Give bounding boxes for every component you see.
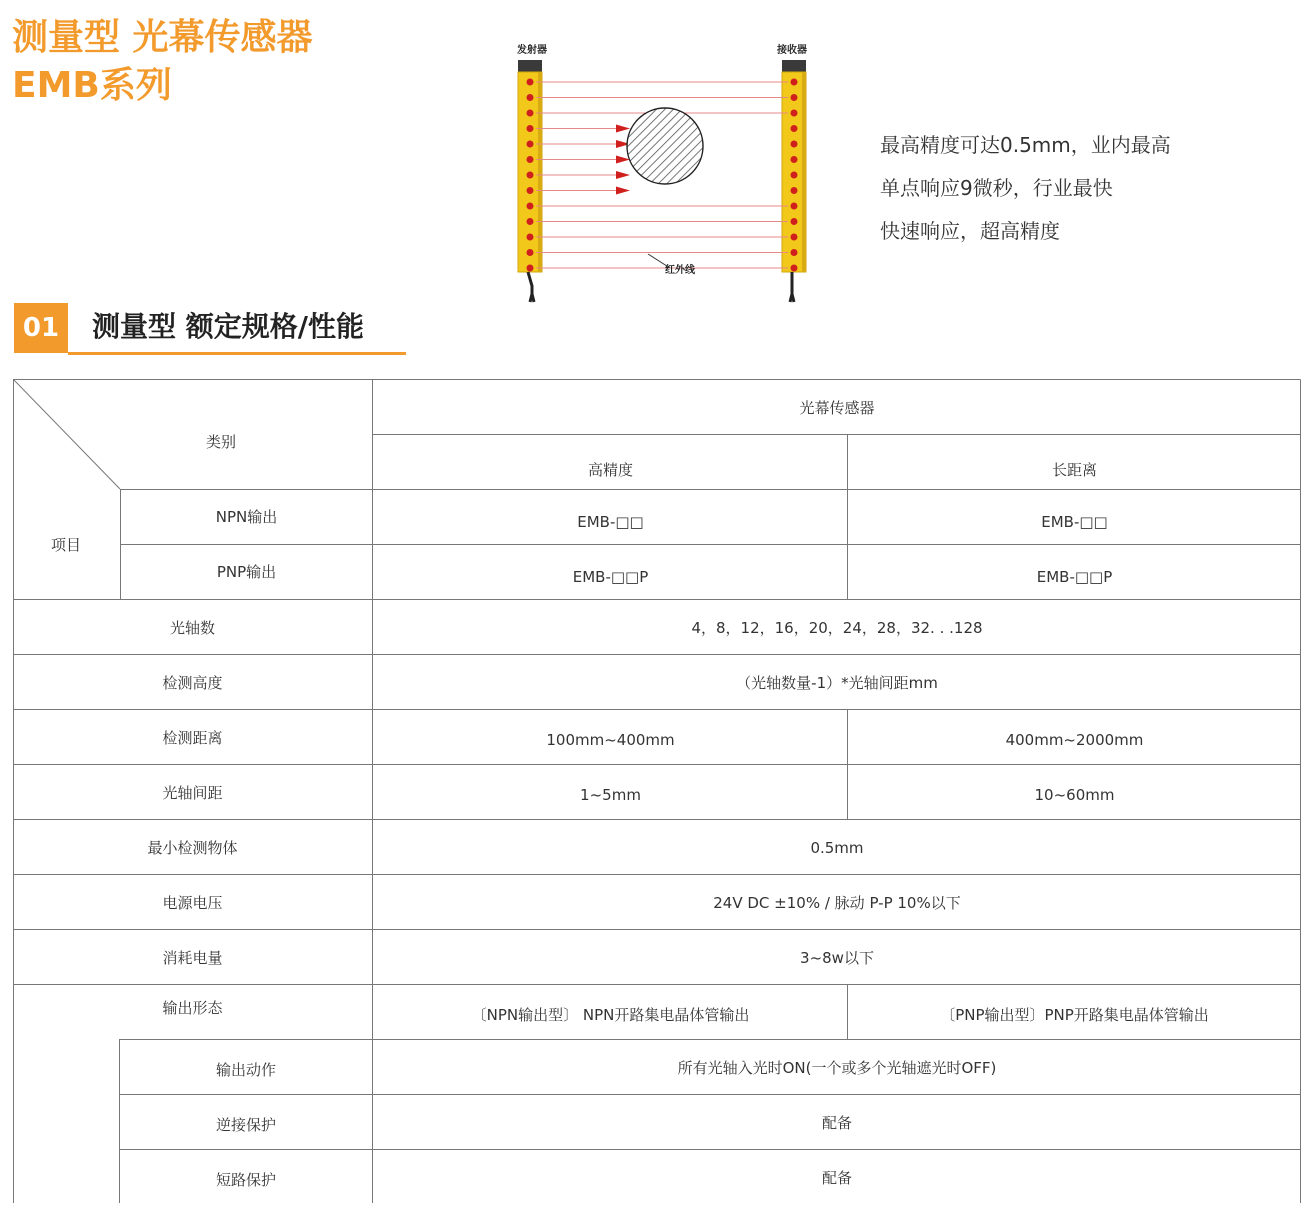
voltage-label: 电源电压 [162,894,223,912]
sensor-led [527,265,534,272]
sensor-led [791,156,798,163]
reverse-protection-label: 逆接保护 [215,1116,276,1134]
section-underline [68,352,406,355]
feature-item: 最高精度可达0.5mm，业内最高 [880,133,1171,157]
sensor-led [527,156,534,163]
output-form-pnp-value: 〔PNP输出型〕PNP开路集电晶体管输出 [940,1006,1209,1024]
sensor-led [527,234,534,241]
light-curtain-diagram [500,36,830,306]
page-subtitle: EMB系列 [12,65,172,106]
emitter-label: 发射器 [517,45,547,56]
sensor-led [791,141,798,148]
sensor-led [791,265,798,272]
power-label: 消耗电量 [162,949,223,967]
pnp-long-model: EMB-□□P [1036,567,1113,586]
beam-arrow [616,187,630,195]
sensor-led [527,187,534,194]
diagonal-header-line [13,379,120,489]
voltage-value: 24V DC ±10% / 脉动 P-P 10%以下 [713,894,961,912]
sensor-led [527,79,534,86]
infrared-label: 红外线 [665,265,695,276]
sensor-led [791,218,798,225]
axis-count-label: 光轴数 [169,619,215,637]
col-header-long-distance: 长距离 [1051,460,1097,479]
beam-arrow [616,125,630,133]
spec-table [13,379,1301,1203]
pitch-long-value: 10~60mm [1034,785,1115,804]
output-action-label: 输出动作 [215,1061,276,1079]
sensor-led [527,125,534,132]
pnp-high-model: EMB-□□P [572,567,649,586]
short-protection-value: 配备 [821,1169,852,1187]
sensor-led [527,249,534,256]
reverse-protection-value: 配备 [821,1114,852,1132]
height-label: 检测高度 [162,674,223,692]
section-header [14,303,406,357]
feature-list [880,124,1171,253]
sensor-led [791,249,798,256]
sensor-led [791,234,798,241]
sensor-led [527,141,534,148]
distance-long-value: 400mm~2000mm [1005,730,1144,749]
section-number: 01 [14,303,68,353]
category-header: 类别 [205,432,236,451]
pitch-label: 光轴间距 [162,784,223,802]
sensor-led [791,203,798,210]
receiver-label: 接收器 [777,45,807,56]
sensor-led [791,94,798,101]
distance-label: 检测距离 [162,729,223,747]
page-title: 测量型 光幕传感器 [12,17,313,58]
beam-arrow [616,171,630,179]
pitch-high-value: 1~5mm [580,785,641,804]
sensor-led [527,218,534,225]
sensor-led [527,172,534,179]
npn-long-model: EMB-□□ [1041,512,1108,531]
detected-object [627,108,703,184]
col-header-high-precision: 高精度 [587,460,633,479]
output-form-npn-value: 〔NPN输出型〕 NPN开路集电晶体管输出 [471,1006,750,1024]
distance-high-value: 100mm~400mm [546,730,675,749]
min-object-label: 最小检测物体 [147,839,238,857]
output-form-label: 输出形态 [162,999,223,1017]
sensor-led [791,79,798,86]
power-value: 3~8w以下 [800,949,874,967]
short-protection-label: 短路保护 [215,1171,276,1189]
sensor-led [527,110,534,117]
sensor-led [527,203,534,210]
product-header: 光幕传感器 [799,398,875,417]
feature-item: 快速响应，超高精度 [880,219,1060,243]
sensor-led [791,172,798,179]
sensor-led [527,94,534,101]
height-value: （光轴数量-1）*光轴间距mm [736,674,938,692]
axis-count-value: 4，8，12，16，20，24，28，32. . .128 [691,619,983,637]
output-action-value: 所有光轴入光时ON(一个或多个光轴遮光时OFF) [677,1059,997,1077]
item-header: 项目 [50,535,81,554]
min-object-value: 0.5mm [810,838,864,857]
sensor-led [791,110,798,117]
npn-high-model: EMB-□□ [577,512,644,531]
sensor-led [791,187,798,194]
pnp-label: PNP输出 [216,563,277,581]
section-title: 测量型 额定规格/性能 [92,310,364,343]
sensor-led [791,125,798,132]
feature-item: 单点响应9微秒，行业最快 [880,176,1113,200]
npn-label: NPN输出 [215,508,278,526]
light-curtain-illustration [500,36,830,306]
